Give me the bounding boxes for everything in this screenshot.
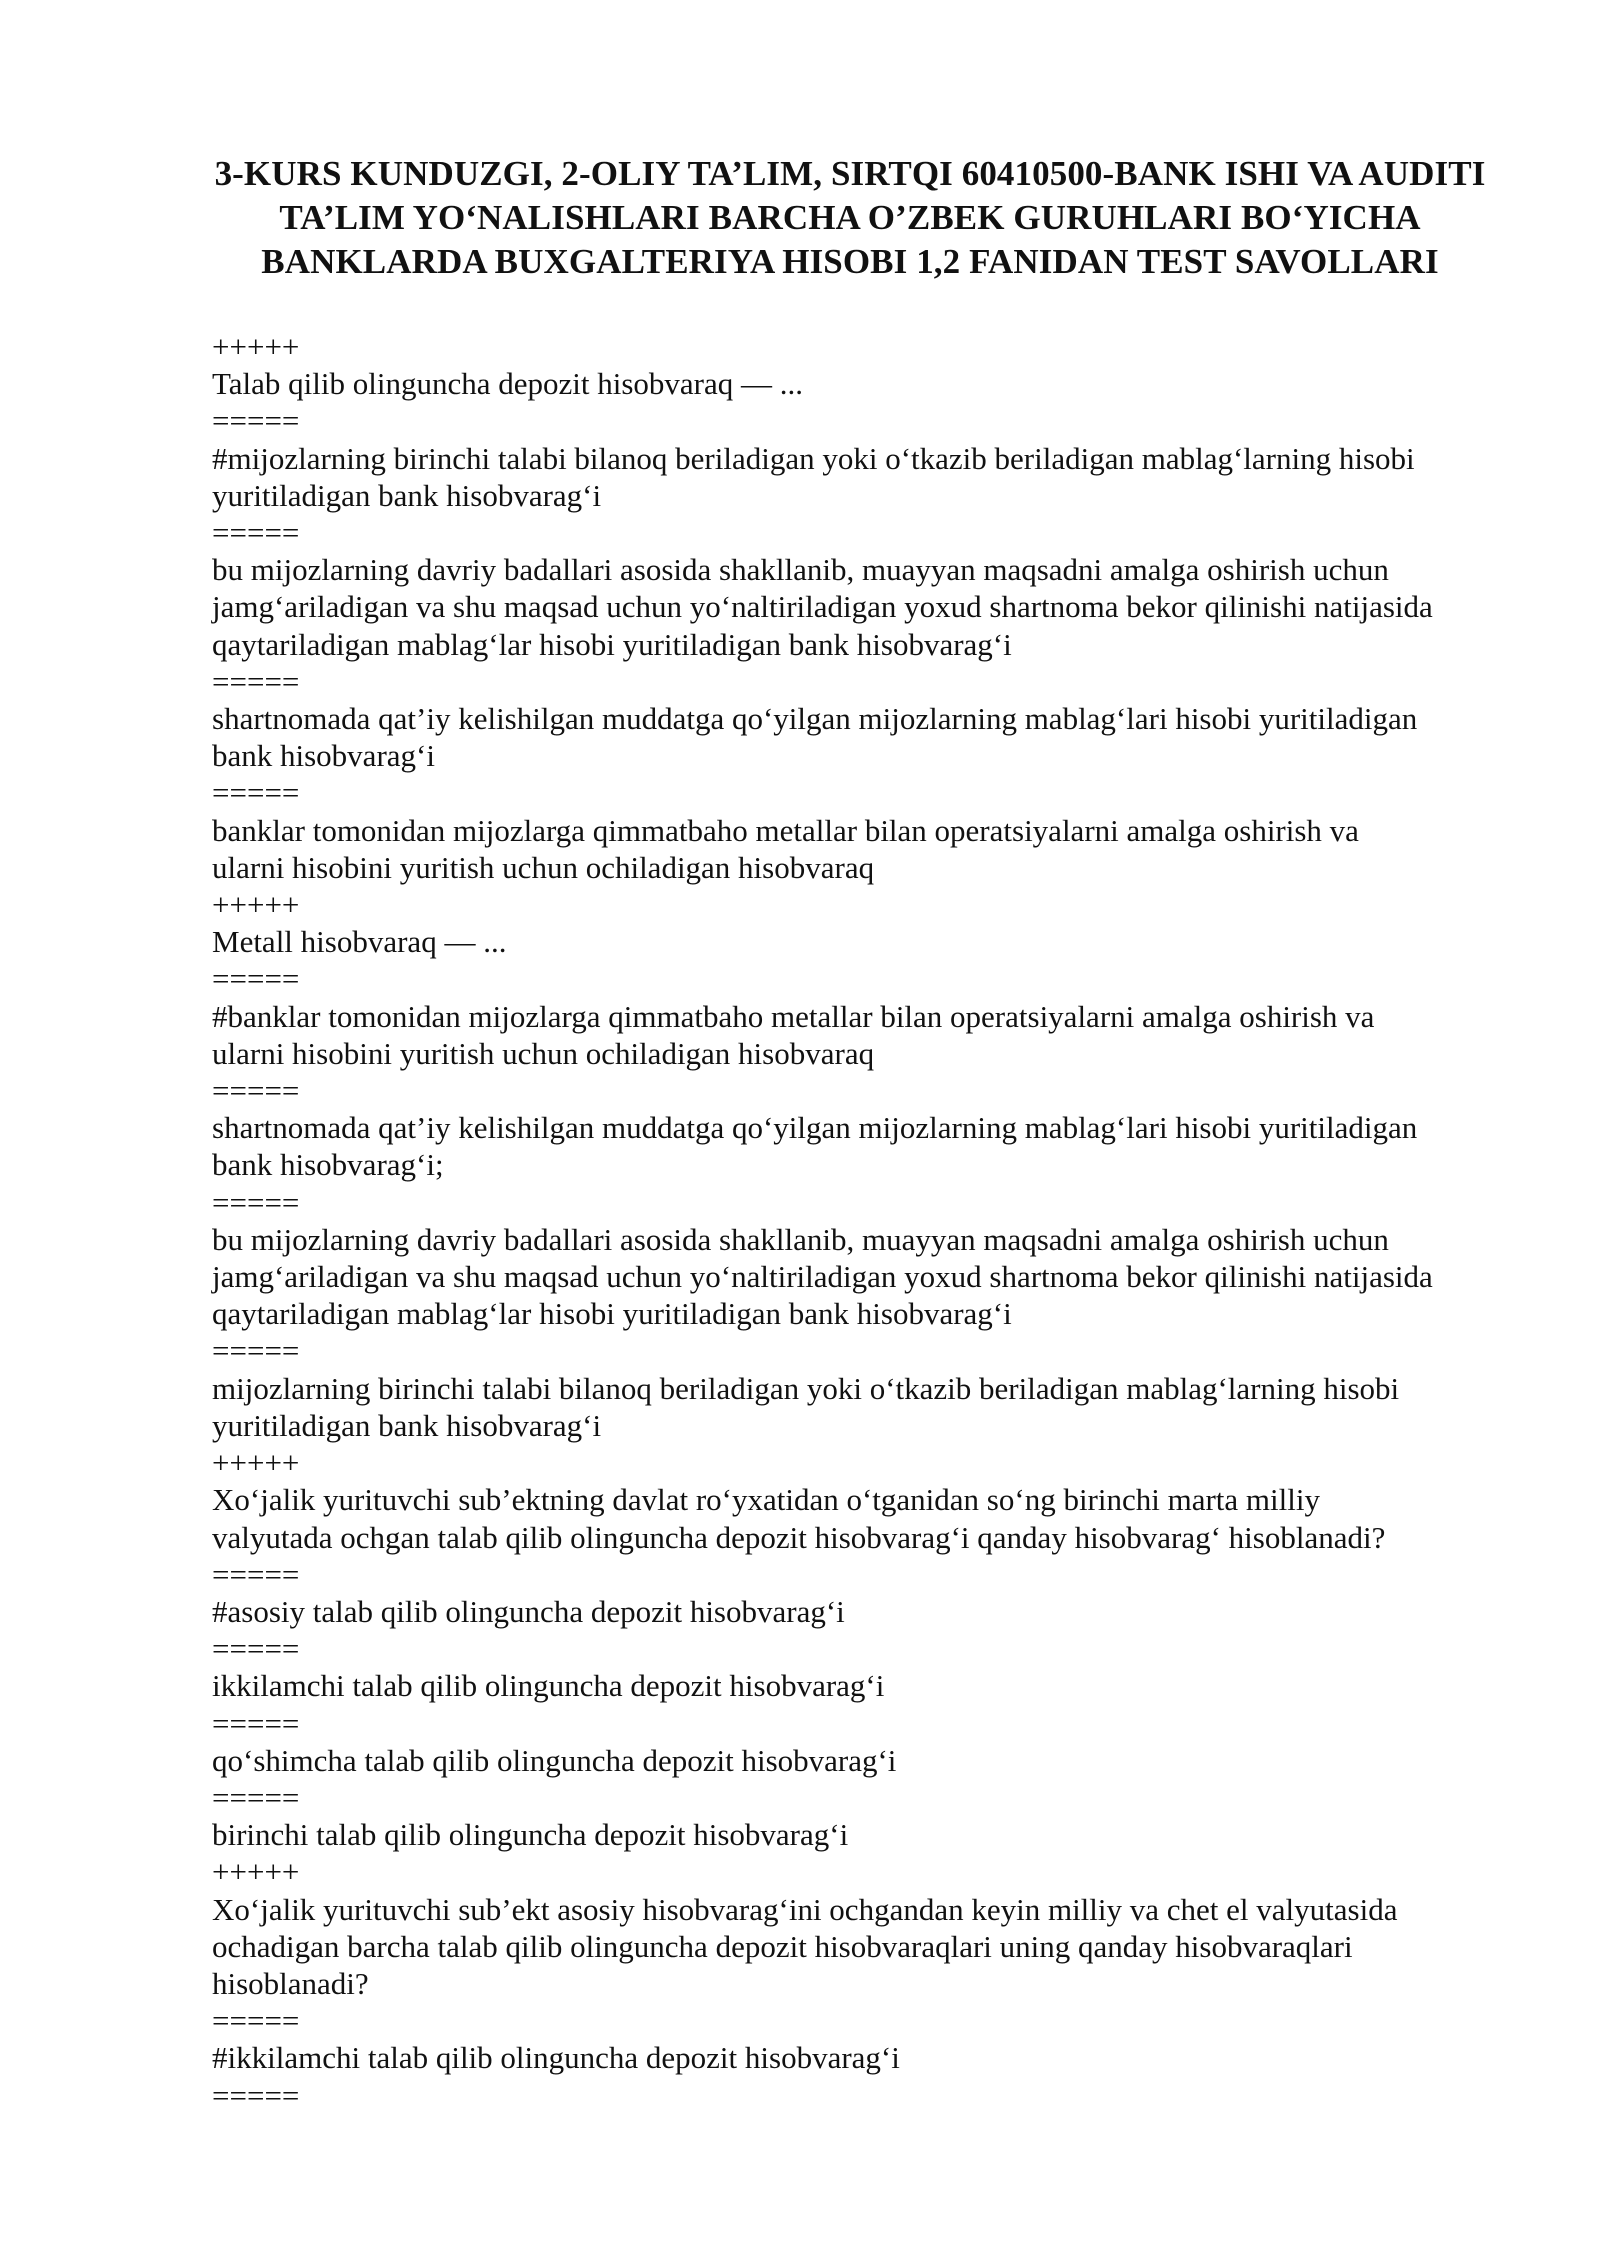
text-line: qaytariladigan mablag‘lar hisobi yuritiladigan bank hisobvarag‘i xyxy=(212,626,1012,662)
option-separator: ===== xyxy=(212,1184,300,1220)
text-line: #mijozlarning birinchi talabi bilanoq beriladigan yoki o‘tkazib beriladigan mablag‘larning hisobi xyxy=(212,440,1415,476)
text-line: ularni hisobini yuritish uchun ochiladigan hisobvaraq xyxy=(212,849,875,885)
text-line: banklar tomonidan mijozlarga qimmatbaho metallar bilan operatsiyalarni amalga oshirish va xyxy=(212,812,1359,848)
option-separator: ===== xyxy=(212,663,300,699)
question-separator: +++++ xyxy=(212,1854,300,1890)
text-line: shartnomada qat’iy kelishilgan muddatga qo‘yilgan mijozlarning mablag‘lari hisobi yuritiladigan xyxy=(212,701,1418,737)
question-separator: +++++ xyxy=(212,1445,300,1481)
text-line: bank hisobvarag‘i; xyxy=(212,1147,444,1183)
text-line: valyutada ochgan talab qilib olinguncha depozit hisobvarag‘i qanday hisobvarag‘ hisoblanadi? xyxy=(212,1519,1386,1555)
text-line: #banklar tomonidan mijozlarga qimmatbaho metallar bilan operatsiyalarni amalga oshirish va xyxy=(212,998,1375,1034)
text-line: ikkilamchi talab qilib olinguncha depozit hisobvarag‘i xyxy=(212,1668,885,1704)
option-separator: ===== xyxy=(212,775,300,811)
text-line: yuritiladigan bank hisobvarag‘i xyxy=(212,477,602,513)
text-line: jamg‘ariladigan va shu maqsad uchun yo‘naltiriladigan yoxud shartnoma bekor qilinishi natijasida xyxy=(212,589,1433,625)
option-separator: ===== xyxy=(212,1705,300,1741)
option-separator: ===== xyxy=(212,1333,300,1369)
option-separator: ===== xyxy=(212,1631,300,1667)
text-line: mijozlarning birinchi talabi bilanoq beriladigan yoki o‘tkazib beriladigan mablag‘larning hisobi xyxy=(212,1370,1400,1406)
text-line: yuritiladigan bank hisobvarag‘i xyxy=(212,1407,602,1443)
document-title: 3-KURS KUNDUZGI, 2-OLIY TA’LIM, SIRTQI 60410500-BANK ISHI VA AUDITI TA’LIM YO‘NALISHLARI BARCHA O’ZBEK GURUHLARI BO‘YICHA BANKLARDA BUXGALTERIYA HISOBI 1,2 FANIDAN TEST SAVOLLARI xyxy=(214,154,1486,281)
text-line: bu mijozlarning davriy badallari asosida shakllanib, muayyan maqsadni amalga oshirish uchun xyxy=(212,552,1389,588)
text-line: Metall hisobvaraq — ... xyxy=(212,924,507,960)
text-line: bu mijozlarning davriy badallari asosida shakllanib, muayyan maqsadni amalga oshirish uchun xyxy=(212,1221,1389,1257)
text-line: Xo‘jalik yurituvchi sub’ektning davlat ro‘yxatidan o‘tganidan so‘ng birinchi marta milliy xyxy=(212,1482,1320,1518)
text-line: #ikkilamchi talab qilib olinguncha depozit hisobvarag‘i xyxy=(212,2040,900,2076)
text-line: ularni hisobini yuritish uchun ochiladigan hisobvaraq xyxy=(212,1035,875,1071)
option-separator: ===== xyxy=(212,1073,300,1109)
text-line: #asosiy talab qilib olinguncha depozit hisobvarag‘i xyxy=(212,1593,845,1629)
question-separator: +++++ xyxy=(212,887,300,923)
option-separator: ===== xyxy=(212,961,300,997)
text-line: bank hisobvarag‘i xyxy=(212,738,435,774)
option-separator: ===== xyxy=(212,2077,300,2113)
text-line: Talab qilib olinguncha depozit hisobvaraq — ... xyxy=(212,366,803,402)
text-line: qaytariladigan mablag‘lar hisobi yuritiladigan bank hisobvarag‘i xyxy=(212,1296,1012,1332)
question-separator: +++++ xyxy=(212,329,300,364)
text-line: shartnomada qat’iy kelishilgan muddatga qo‘yilgan mijozlarning mablag‘lari hisobi yuritiladigan xyxy=(212,1110,1418,1146)
option-separator: ===== xyxy=(212,515,300,551)
text-line: ochadigan barcha talab qilib olinguncha depozit hisobvaraqlari uning qanday hisobvaraqlari xyxy=(212,1928,1353,1964)
option-separator: ===== xyxy=(212,1779,300,1815)
option-separator: ===== xyxy=(212,1556,300,1592)
option-separator: ===== xyxy=(212,403,300,439)
text-line: Xo‘jalik yurituvchi sub’ekt asosiy hisobvarag‘ini ochgandan keyin milliy va chet el valyutasida xyxy=(212,1891,1398,1927)
document-body xyxy=(212,328,1512,2114)
option-separator: ===== xyxy=(212,2003,300,2039)
text-line: jamg‘ariladigan va shu maqsad uchun yo‘naltiriladigan yoxud shartnoma bekor qilinishi natijasida xyxy=(212,1259,1433,1295)
text-line: birinchi talab qilib olinguncha depozit hisobvarag‘i xyxy=(212,1817,849,1853)
text-line: hisoblanadi? xyxy=(212,1965,369,2001)
text-line: qo‘shimcha talab qilib olinguncha depozit hisobvarag‘i xyxy=(212,1742,897,1778)
